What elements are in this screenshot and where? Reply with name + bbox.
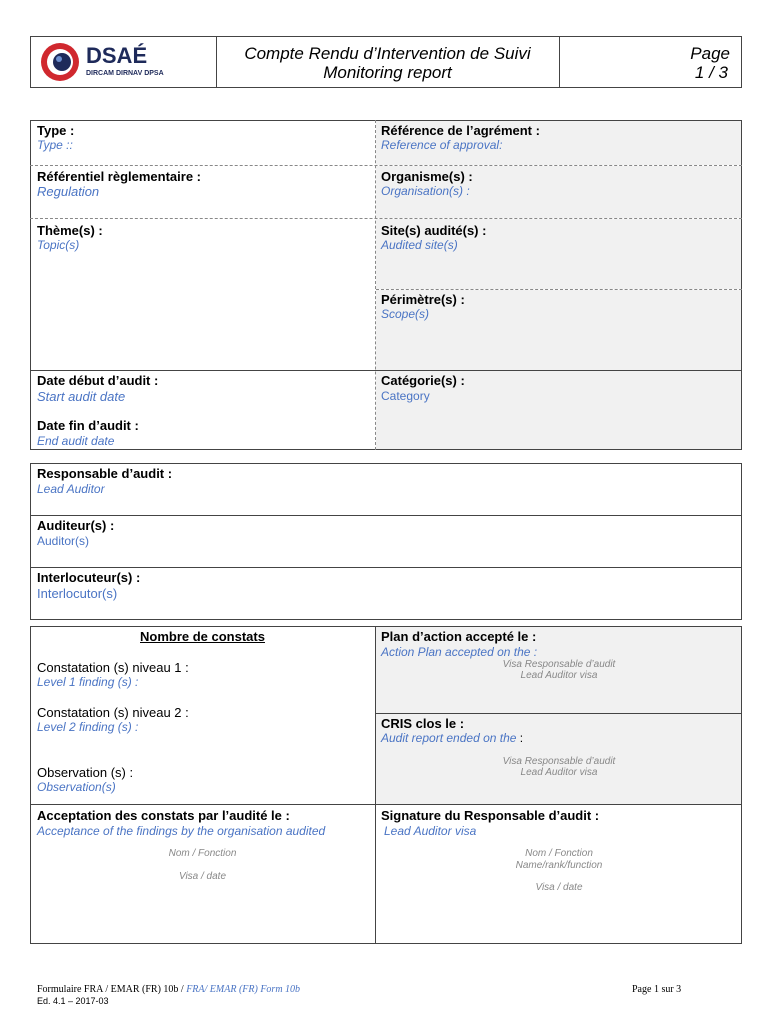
form-reference	[37, 984, 300, 995]
row-divider	[30, 165, 742, 166]
auditor-label-en: Auditor(s)	[37, 534, 90, 548]
auditor-label: Auditeur(s) :	[37, 518, 115, 533]
scope-label: Périmètre(s) :	[381, 292, 465, 307]
start-date-label-en: Start audit date	[37, 389, 126, 404]
findings-acceptance-label-en: Acceptance of the findings by the organisation audited	[37, 824, 326, 838]
audit-team-block	[30, 463, 742, 620]
start-date-label: Date début d’audit :	[37, 373, 159, 388]
report-closed-visa-fr: Visa Responsable d’audit	[502, 756, 616, 767]
action-plan-visa-en: Lead Auditor visa	[520, 670, 598, 681]
approval-reference-label-en: Reference of approval:	[381, 138, 503, 152]
audited-site-label-en: Audited site(s)	[381, 238, 458, 252]
approval-reference-label: Référence de l’agrément :	[381, 123, 540, 138]
regulation-label: Référentiel règlementaire :	[37, 169, 202, 184]
action-plan-visa-fr: Visa Responsable d’audit	[502, 659, 616, 670]
findings-acceptance-label: Acceptation des constats par l’audité le :	[37, 808, 290, 823]
category-label-en: Category	[381, 389, 430, 403]
organisation-label: Organisme(s) :	[381, 169, 473, 184]
lead-auditor-signature-area[interactable]	[377, 840, 741, 943]
row-divider	[376, 713, 742, 714]
lead-auditor-label-en: Lead Auditor	[37, 482, 105, 496]
signature-visa-date: Visa / date	[535, 882, 583, 893]
document-title-en: Monitoring report	[323, 63, 452, 82]
row-divider	[30, 370, 742, 371]
end-date-label-en: End audit date	[37, 434, 115, 448]
acceptance-visa-date: Visa / date	[178, 871, 227, 882]
dsae-logo	[36, 40, 214, 84]
findings-count-heading: Nombre de constats	[140, 629, 265, 644]
signature-name-rank: Name/rank/function	[515, 860, 603, 871]
scope-label-en: Scope(s)	[381, 307, 430, 321]
column-divider	[375, 120, 376, 450]
observations-label-en: Observation(s)	[37, 780, 116, 794]
topic-label: Thème(s) :	[37, 223, 103, 238]
edition-label: Ed. 4.1 – 2017-03	[37, 996, 109, 1006]
logo-subtext: DIRCAM DIRNAV DPSA	[86, 70, 164, 77]
level2-findings-label-en: Level 2 finding (s) :	[37, 720, 139, 734]
interlocutor-label-en: Interlocutor(s)	[37, 586, 118, 601]
form-reference-en: FRA/ EMAR (FR) Form 10b	[186, 984, 301, 995]
signature-name-function: Nom / Fonction	[525, 848, 593, 859]
topic-label-en: Topic(s)	[37, 238, 80, 252]
type-label-en: Type ::	[37, 138, 73, 152]
row-divider	[30, 218, 742, 219]
acceptance-name-function: Nom / Fonction	[168, 848, 237, 859]
type-label: Type :	[37, 123, 75, 138]
row-divider	[30, 515, 742, 516]
regulation-label-en: Regulation	[37, 184, 100, 199]
report-closed-visa-en: Lead Auditor visa	[520, 767, 598, 778]
level2-findings-label: Constatation (s) niveau 2 :	[37, 705, 189, 720]
form-reference-fr: Formulaire FRA / EMAR (FR) 10b /	[37, 984, 187, 995]
action-plan-label: Plan d’action accepté le :	[381, 629, 537, 644]
action-plan-label-en: Action Plan accepted on the :	[381, 645, 538, 659]
level1-findings-label: Constatation (s) niveau 1 :	[37, 660, 189, 675]
page-number: 1 / 3	[694, 63, 728, 82]
row-divider	[30, 804, 742, 805]
report-closed-label: CRIS clos le :	[381, 716, 465, 731]
report-closed-colon: :	[519, 731, 524, 745]
lead-auditor-signature-label-en: Lead Auditor visa	[384, 824, 477, 838]
page-footer: Page 1 sur 3	[632, 984, 682, 995]
category-label: Catégorie(s) :	[381, 373, 465, 388]
acceptance-signature-area[interactable]	[31, 840, 374, 943]
observations-label: Observation (s) :	[37, 765, 134, 780]
audited-site-label: Site(s) audité(s) :	[381, 223, 487, 238]
level1-findings-label-en: Level 1 finding (s) :	[37, 675, 139, 689]
end-date-label: Date fin d’audit :	[37, 418, 139, 433]
lead-auditor-signature-label: Signature du Responsable d’audit :	[381, 808, 600, 823]
organisation-label-en: Organisation(s) :	[381, 184, 470, 198]
row-divider	[30, 567, 742, 568]
logo-wordmark: DSAÉ	[86, 43, 148, 68]
report-closed-en-text: Audit report ended on the	[381, 731, 517, 745]
page-label: Page	[690, 44, 730, 63]
row-divider	[376, 289, 742, 290]
lead-auditor-label: Responsable d’audit :	[37, 466, 173, 481]
document-title-fr: Compte Rendu d’Intervention de Suivi	[244, 44, 531, 63]
report-closed-label-en	[381, 731, 523, 745]
interlocutor-label: Interlocuteur(s) :	[37, 570, 141, 585]
